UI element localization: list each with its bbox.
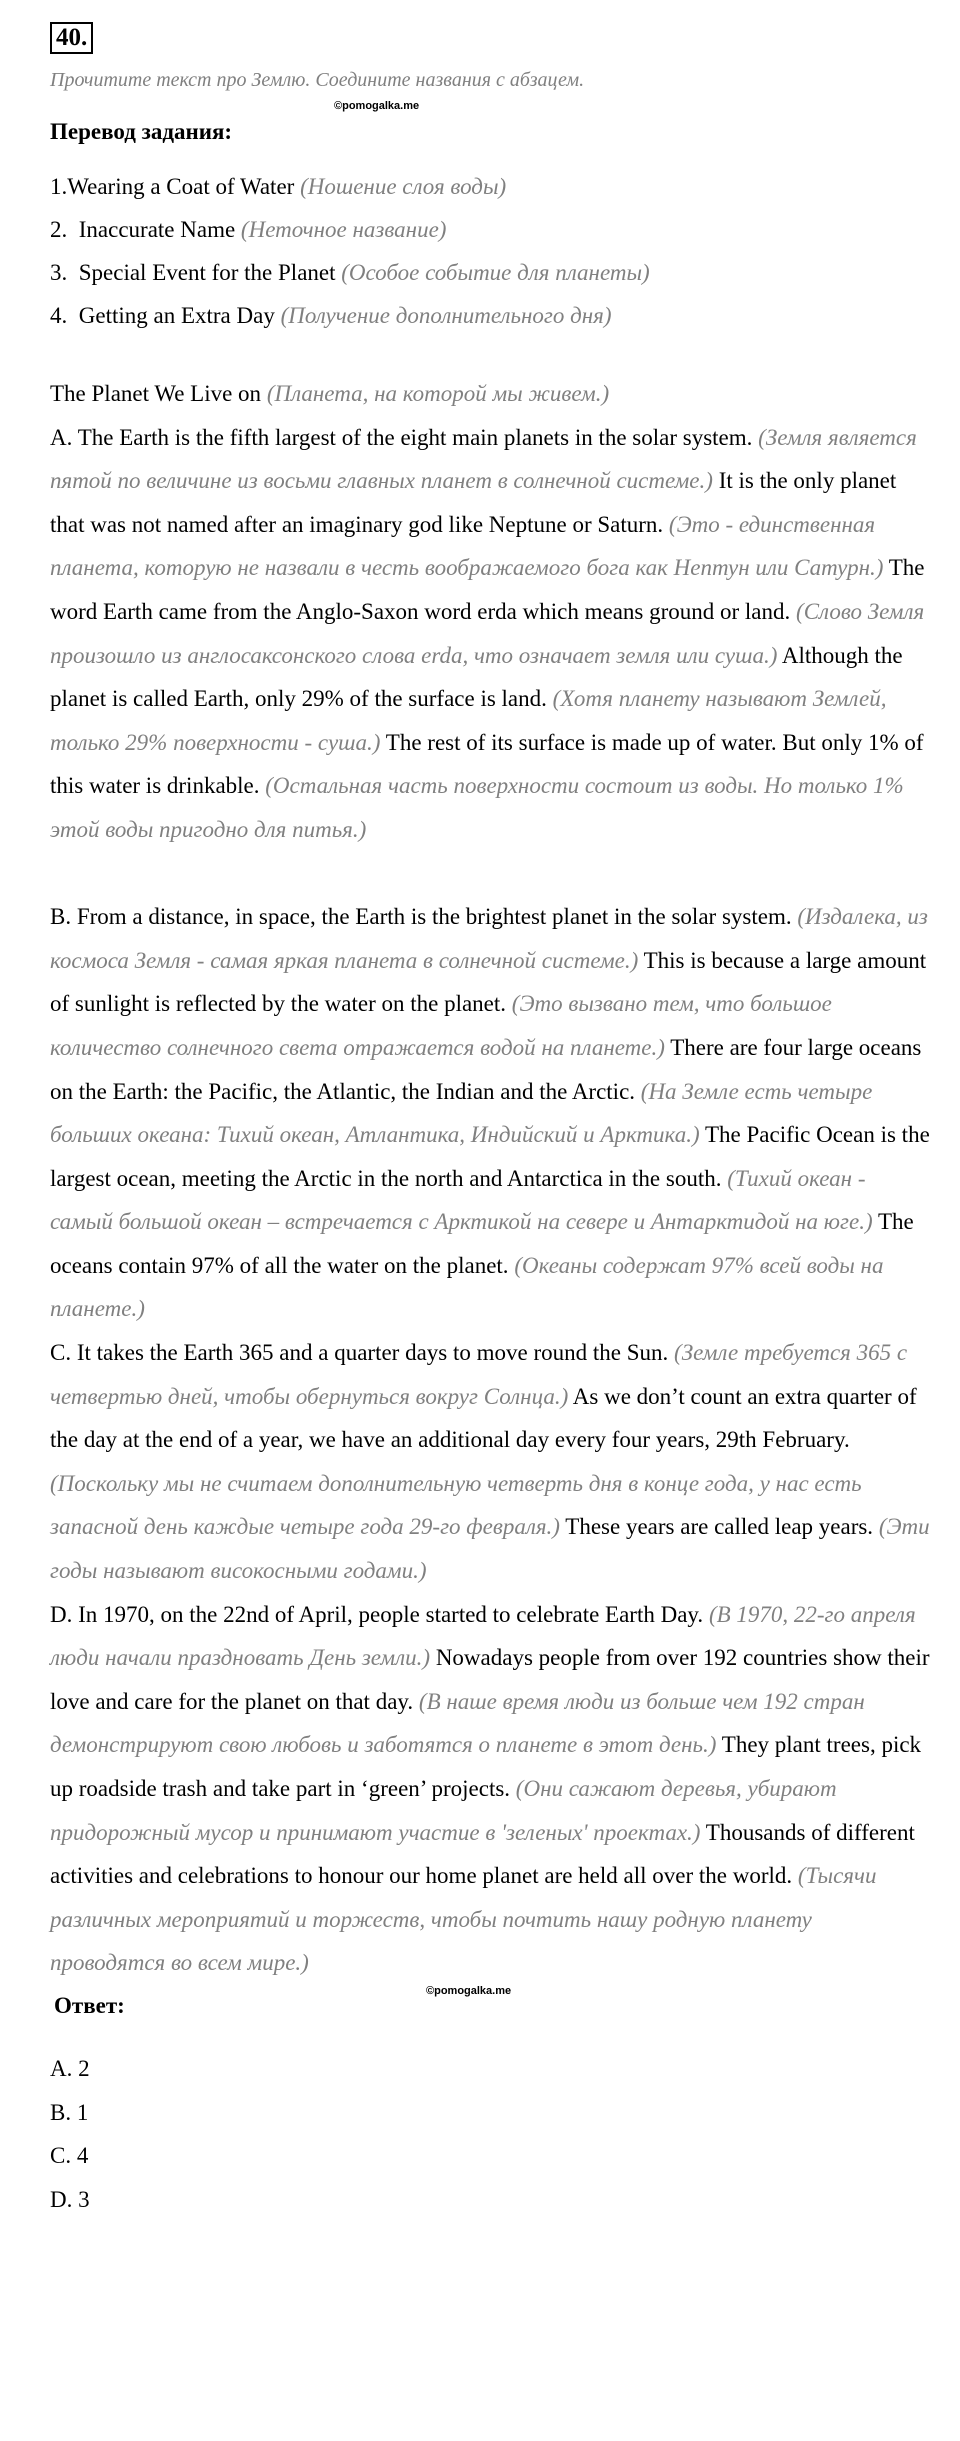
sentence-ru: (Это вызвано тем, что большое количество солнечного света отражается водой на планете.) xyxy=(50,991,832,1060)
answer-item: D. 3 xyxy=(50,2186,90,2212)
sentence-en: They plant trees, pick up roadside trash and take part in ‘green’ projects. xyxy=(50,1732,922,1801)
paragraph-spacer xyxy=(50,852,930,896)
article-title-translation: (Планета, на которой мы живем.) xyxy=(266,381,610,406)
article-title-line xyxy=(50,372,930,416)
sentence-en: It is the only planet that was not named after an imaginary god like Neptune or Saturn. xyxy=(50,468,897,537)
sentence-ru: (Океаны содержат 97% всей воды на планете.) xyxy=(50,1252,884,1322)
sentence-ru: (Земле требуется 365 с четвертью дней, чтобы обернуться вокруг Солнца.) xyxy=(50,1340,908,1409)
heading-translation: (Ношение слоя воды) xyxy=(300,174,507,199)
article-title: The Planet We Live on xyxy=(50,381,262,406)
answer-heading: Ответ: xyxy=(54,1992,125,2018)
heading-translation: (Неточное название) xyxy=(240,217,447,242)
answer-item: A. 2 xyxy=(50,2055,90,2081)
sentence-en: Although the planet is called Earth, only 29% of the surface is land. xyxy=(50,642,903,712)
sentence-en: The word Earth came from the Anglo-Saxon word erda which means ground or land. xyxy=(50,555,925,624)
exercise-number: 40. xyxy=(50,22,93,54)
task-translation-heading: Перевод задания: xyxy=(50,119,233,144)
answer-item: C. 4 xyxy=(50,2143,89,2169)
heading-item xyxy=(50,251,930,294)
sentence-ru: (Это - единственная планета, которую не назвали в честь воображаемого бога как Нептун или Сатурн.) xyxy=(50,511,884,581)
sentence-ru: (В 1970, 22-го апреля люди начали праздновать День земли.) xyxy=(50,1601,916,1671)
heading-label: 4. Getting an Extra Day xyxy=(50,303,275,328)
sentence-ru: (Издалека, из космоса Земля - самая яркая планета в солнечной системе.) xyxy=(50,904,928,973)
sentence-ru: (Тысячи различных мероприятий и торжеств, чтобы почтить нашу родную планету проводятся во всем мире.) xyxy=(50,1863,877,1976)
sentence-en: These years are called leap years. xyxy=(565,1514,874,1540)
sentence-en: A. The Earth is the fifth largest of the eight main planets in the solar system. xyxy=(50,424,753,450)
heading-item xyxy=(50,165,930,208)
exercise-instruction: Прочитите текст про Землю. Соедините названия с абзацем. xyxy=(50,69,585,91)
heading-translation: (Особое событие для планеты) xyxy=(341,260,650,285)
sentence-ru: (Слово Земля произошло из англосаксонского слова erda, что означает земля или суша.) xyxy=(50,598,925,668)
paragraph-c xyxy=(50,1331,930,1593)
paragraph-b xyxy=(50,895,930,1331)
sentence-ru: (Поскольку мы не считаем дополнительную четверть дня в конце года, у нас есть запасной день каждые четыре года 29-го февраля.) xyxy=(50,1470,862,1540)
sentence-en: Nowadays people from over 192 countries show their love and care for the planet on that day. xyxy=(50,1645,930,1714)
sentence-ru: (Хотя планету называют Землей, только 29% поверхности - суша.) xyxy=(50,686,887,755)
sentence-ru: (Они сажают деревья, убирают придорожный мусор и принимают участие в 'зеленых' проектах.) xyxy=(50,1776,837,1845)
sentence-en: The oceans contain 97% of all the water on the planet. xyxy=(50,1209,914,1278)
sentence-en: D. In 1970, on the 22nd of April, people started to celebrate Earth Day. xyxy=(50,1601,704,1627)
sentence-en: Thousands of different activities and celebrations to honour our home planet are held all over the world. xyxy=(50,1819,915,1889)
heading-item xyxy=(50,208,930,251)
heading-label: 3. Special Event for the Planet xyxy=(50,260,336,285)
sentence-en: The rest of its surface is made up of water. But only 1% of this water is drinkable. xyxy=(50,729,924,799)
sentence-ru: (Тихий океан - самый большой океан – встречается с Арктикой на севере и Антарктидой на юге.) xyxy=(50,1165,873,1235)
heading-label: 1.Wearing a Coat of Water xyxy=(50,174,295,199)
sentence-en: B. From a distance, in space, the Earth is the brightest planet in the solar system. xyxy=(50,904,792,930)
sentence-en: This is because a large amount of sunlight is reflected by the water on the planet. xyxy=(50,947,927,1017)
watermark-logo: ©pomogalka.me xyxy=(334,100,420,112)
paragraph-a xyxy=(50,416,930,852)
exercise-page xyxy=(50,22,930,2221)
sentence-ru: (Остальная часть поверхности состоит из воды. Но только 1% этой воды пригодно для питья.) xyxy=(50,773,904,842)
sentence-en: There are four large oceans on the Earth: the Pacific, the Atlantic, the Indian and the Arctic. xyxy=(50,1034,922,1104)
sentence-en: C. It takes the Earth 365 and a quarter days to move round the Sun. xyxy=(50,1340,669,1366)
sentence-ru: (Эти годы называют високосными годами.) xyxy=(50,1514,930,1584)
article xyxy=(50,372,930,1985)
sentence-ru: (В наше время люди из больше чем 192 стран демонстрируют свою любовь и заботятся о планете в этот день.) xyxy=(50,1688,865,1758)
sentence-ru: (Земля является пятой по величине из восьми главных планет в солнечной системе.) xyxy=(50,424,917,494)
sentence-en: As we don’t count an extra quarter of the day at the end of a year, we have an additional day every four years, 29th February. xyxy=(50,1383,917,1453)
heading-translation: (Получение дополнительного дня) xyxy=(280,303,612,328)
heading-item xyxy=(50,294,930,337)
heading-label: 2. Inaccurate Name xyxy=(50,217,236,242)
sentence-ru: (На Земле есть четыре больших океана: Тихий океан, Атлантика, Индийский и Арктика.) xyxy=(50,1078,873,1148)
headings-list xyxy=(50,165,930,337)
watermark-logo: ©pomogalka.me xyxy=(426,1985,512,1997)
sentence-en: The Pacific Ocean is the largest ocean, meeting the Arctic in the north and Antarctica in the south. xyxy=(50,1122,930,1191)
paragraph-d xyxy=(50,1593,930,1985)
answer-item: B. 1 xyxy=(50,2099,89,2125)
answers-list xyxy=(50,2047,930,2221)
